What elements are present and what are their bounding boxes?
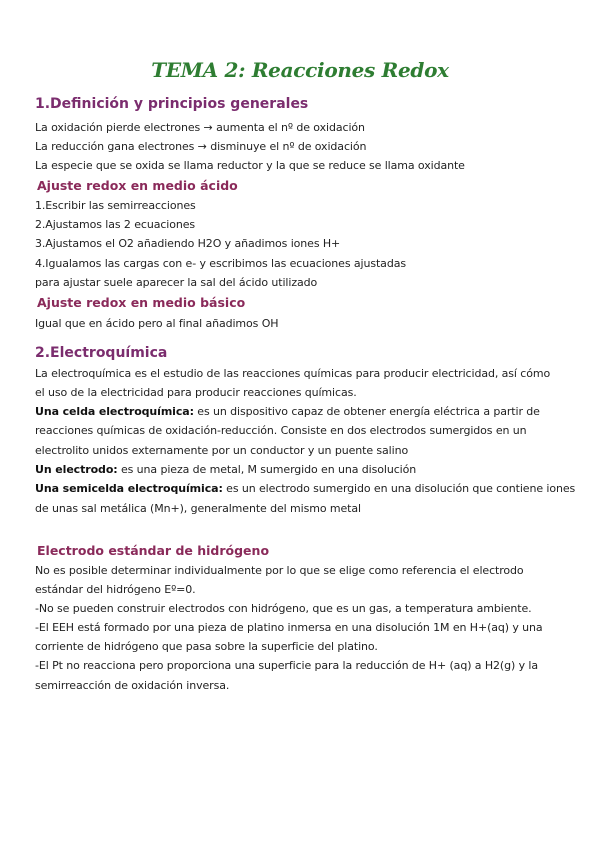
text-line: 2.Ajustamos las 2 ecuaciones xyxy=(35,218,196,231)
text-line: reacciones químicas de oxidación-reducción. Consiste en dos electrodos sumergidos en un xyxy=(35,424,527,437)
text-line: La oxidación pierde electrones → aumenta el nº de oxidación xyxy=(35,121,365,134)
subheading-acido: Ajuste redox en medio ácido xyxy=(37,178,238,193)
term-electrodo: Un electrodo: xyxy=(35,463,118,476)
text-line: electrolito unidos externamente por un conductor y un puente salino xyxy=(35,444,409,457)
subheading-hidrogeno: Electrodo estándar de hidrógeno xyxy=(37,543,270,558)
text-line: La especie que se oxida se llama reductor y la que se reduce se llama oxidante xyxy=(35,159,465,172)
term-celda: Una celda electroquímica: xyxy=(35,405,194,418)
text-line: 3.Ajustamos el O2 añadiendo H2O y añadimos iones H+ xyxy=(35,237,341,250)
section-heading-electroquimica: 2.Electroquímica xyxy=(35,345,168,361)
definition-semicelda xyxy=(35,482,580,496)
text-line: el uso de la electricidad para producir reacciones químicas. xyxy=(35,386,357,399)
text-line: 1.Escribir las semirreacciones xyxy=(35,199,196,212)
definition-celda xyxy=(35,405,580,419)
section-heading-definicion: 1.Definición y principios generales xyxy=(35,96,309,112)
term-semicelda: Una semicelda electroquímica: xyxy=(35,482,223,495)
text-line: 4.Igualamos las cargas con e- y escribimos las ecuaciones ajustadas xyxy=(35,257,406,270)
text-line: -El Pt no reacciona pero proporciona una superficie para la reducción de H+ (aq) a H2(g) y la xyxy=(35,659,538,672)
definition-text: es un dispositivo capaz de obtener energía eléctrica a partir de xyxy=(193,405,540,418)
text-line: No es posible determinar individualmente por lo que se elige como referencia el electrodo xyxy=(35,564,524,577)
subheading-basico: Ajuste redox en medio básico xyxy=(37,295,246,310)
definition-electrodo xyxy=(35,463,580,477)
text-line: Igual que en ácido pero al final añadimos OH xyxy=(35,317,279,330)
text-line: -No se pueden construir electrodos con hidrógeno, que es un gas, a temperatura ambiente. xyxy=(35,602,532,615)
text-line: para ajustar suele aparecer la sal del ácido utilizado xyxy=(35,276,318,289)
document-title: TEMA 2: Reacciones Redox xyxy=(151,58,449,82)
text-line: semirreacción de oxidación inversa. xyxy=(35,679,230,692)
definition-text: es una pieza de metal, M sumergido en una disolución xyxy=(117,463,417,476)
definition-text: es un electrodo sumergido en una disolución que contiene iones xyxy=(222,482,576,495)
text-line: -El EEH está formado por una pieza de platino inmersa en una disolución 1M en H+(aq) y una xyxy=(35,621,543,634)
text-line: estándar del hidrógeno Eº=0. xyxy=(35,583,196,596)
text-line: de unas sal metálica (Mn+), generalmente del mismo metal xyxy=(35,502,361,515)
text-line: La electroquímica es el estudio de las reacciones químicas para producir electricidad, así cómo xyxy=(35,367,551,380)
text-line: La reducción gana electrones → disminuye el nº de oxidación xyxy=(35,140,367,153)
text-line: corriente de hidrógeno que pasa sobre la superficie del platino. xyxy=(35,640,378,653)
